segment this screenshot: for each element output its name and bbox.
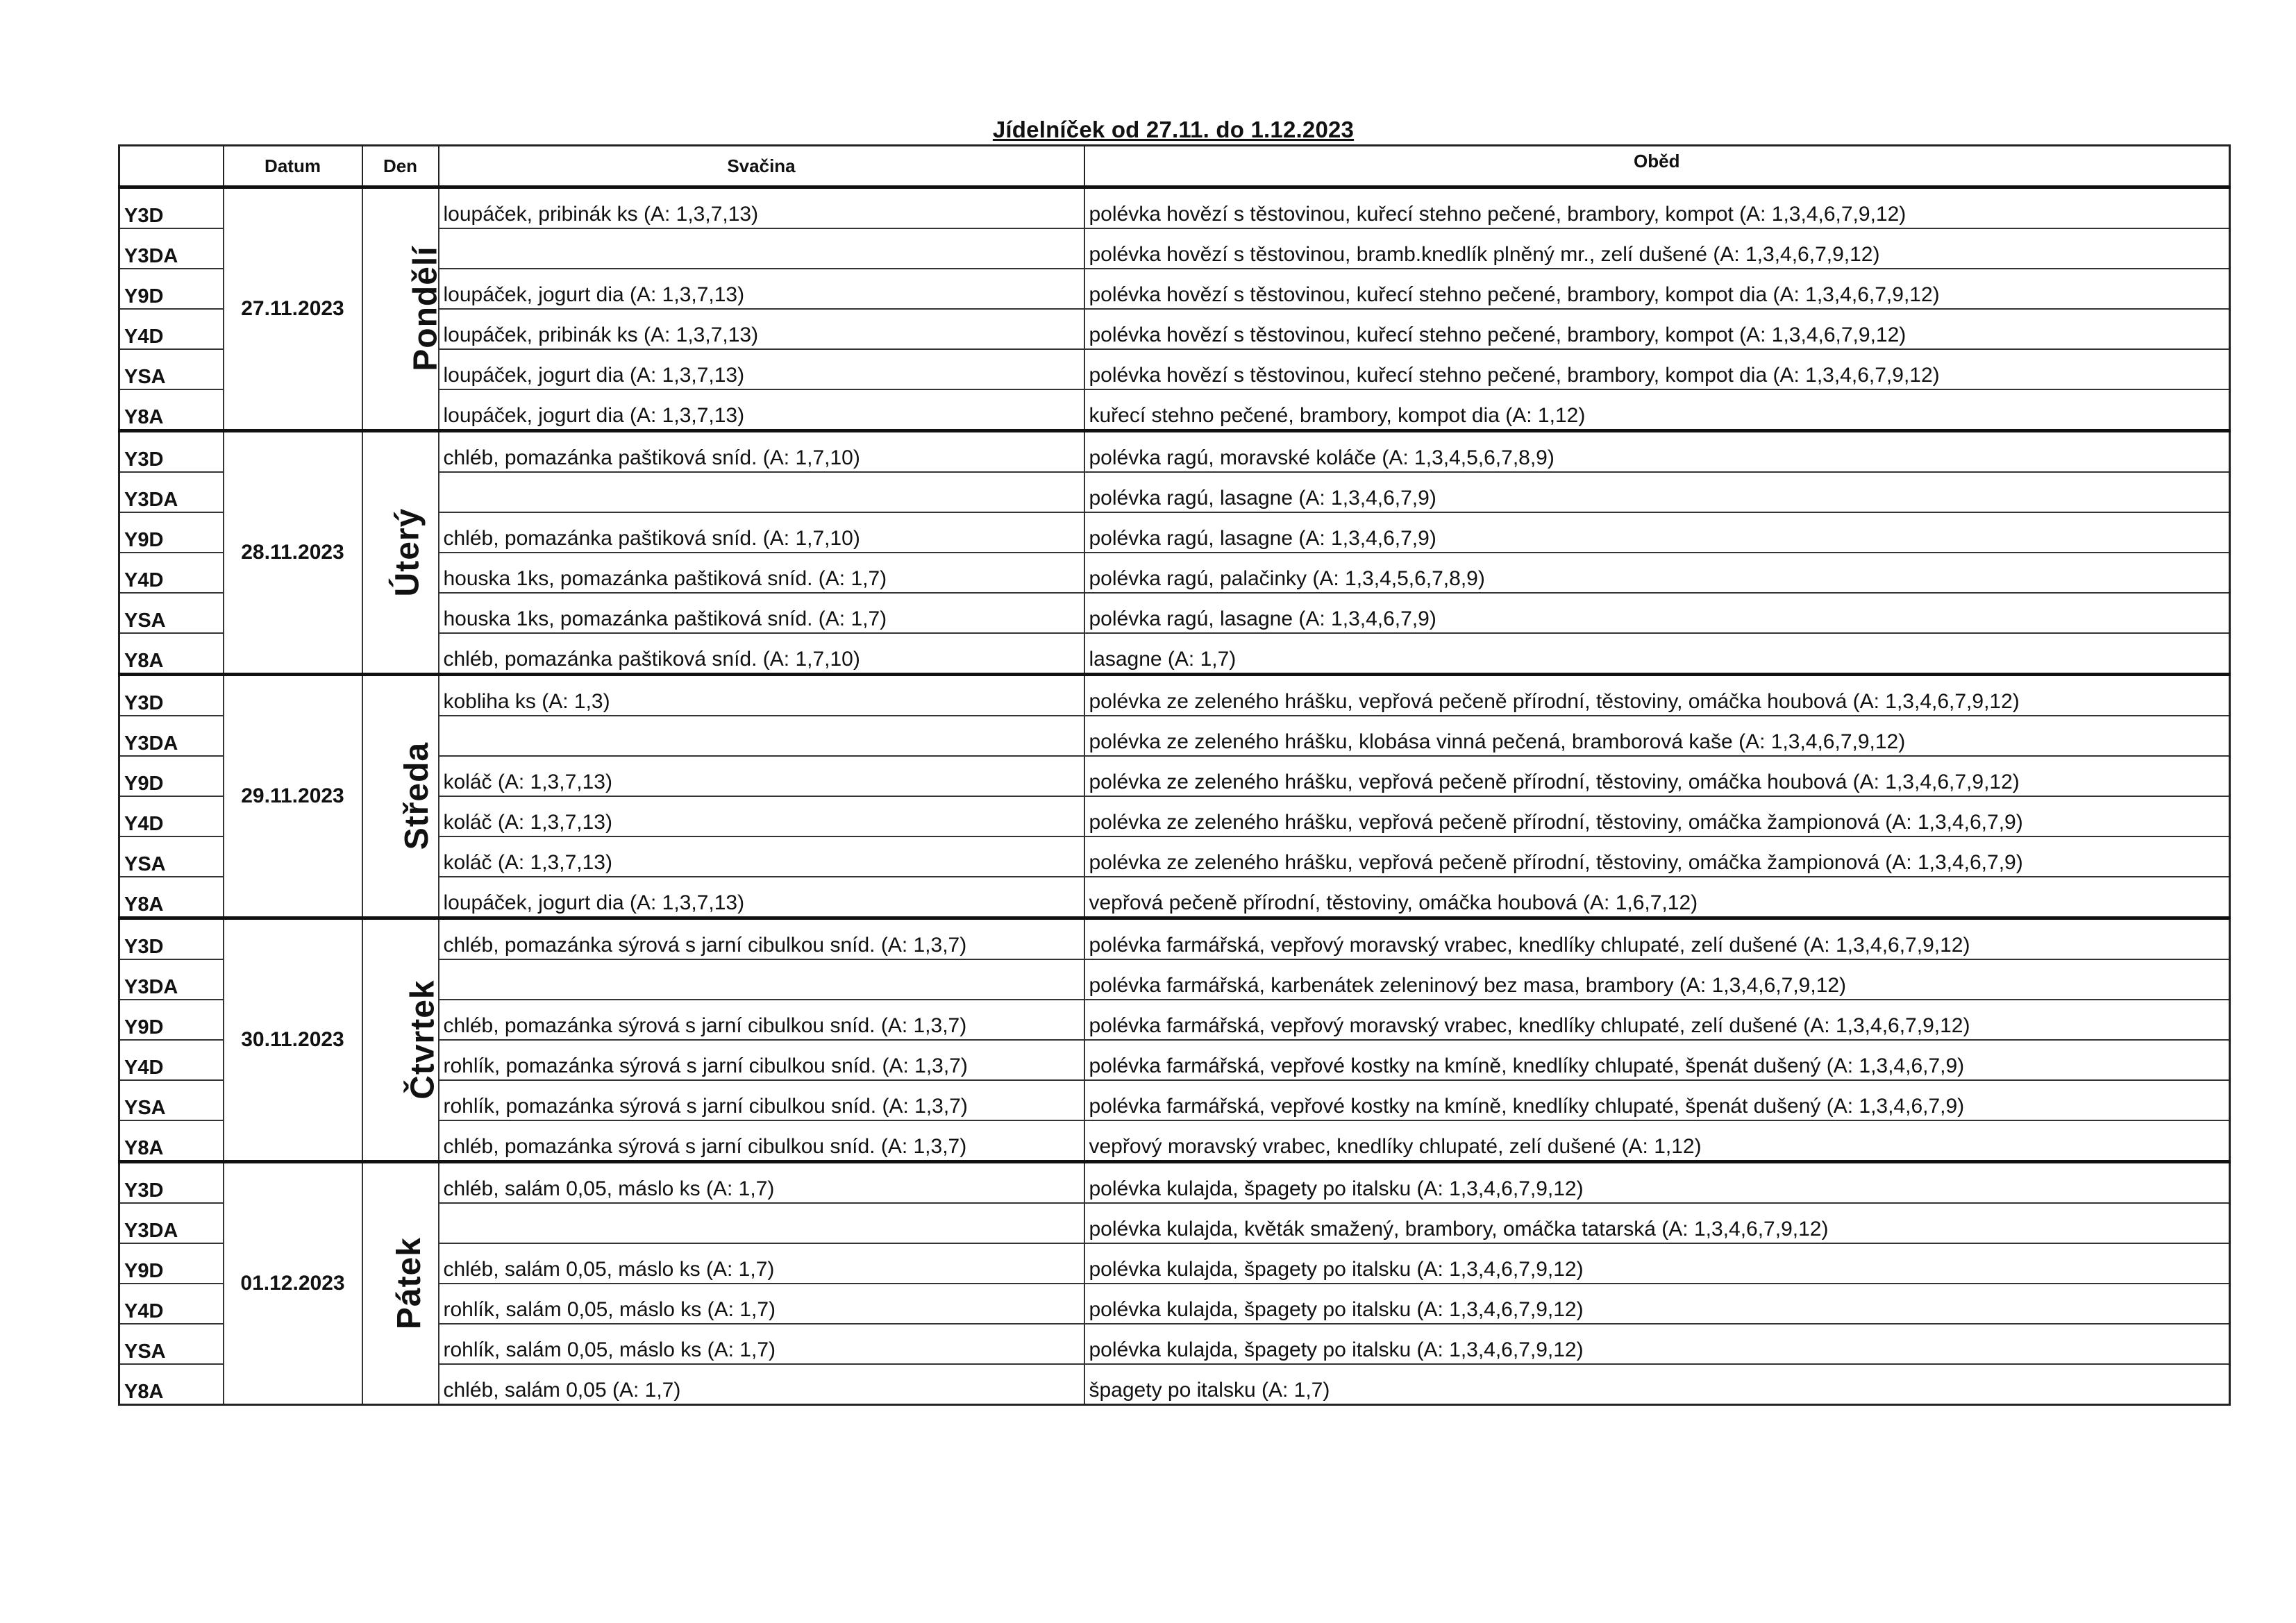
menu-table: [118, 144, 2231, 1406]
lunch-cell: polévka hovězí s těstovinou, kuřecí stehno pečené, brambory, kompot dia (A: 1,3,4,6,7,9,12): [1084, 349, 2230, 389]
lunch-cell: polévka ragú, lasagne (A: 1,3,4,6,7,9): [1084, 512, 2230, 553]
class-cell: Y3DA: [119, 1203, 224, 1243]
class-cell: Y3DA: [119, 716, 224, 756]
snack-cell: rohlík, pomazánka sýrová s jarní cibulkou sníd. (A: 1,3,7): [439, 1040, 1084, 1080]
snack-cell: loupáček, jogurt dia (A: 1,3,7,13): [439, 269, 1084, 309]
class-cell: Y3D: [119, 431, 224, 473]
day-cell: [362, 187, 444, 431]
snack-cell: loupáček, pribinák ks (A: 1,3,7,13): [439, 309, 1084, 349]
header-date: Datum: [224, 146, 362, 187]
snack-cell: chléb, pomazánka paštiková sníd. (A: 1,7,10): [439, 431, 1084, 473]
header-row: [119, 146, 2230, 187]
snack-cell: chléb, salám 0,05, máslo ks (A: 1,7): [439, 1162, 1084, 1204]
header-snack: Svačina: [439, 146, 1084, 187]
lunch-cell: špagety po italsku (A: 1,7): [1084, 1364, 2230, 1405]
snack-cell: [439, 228, 1084, 269]
class-cell: Y3D: [119, 675, 224, 716]
snack-cell: chléb, salám 0,05 (A: 1,7): [439, 1364, 1084, 1405]
lunch-cell: polévka hovězí s těstovinou, kuřecí stehno pečené, brambory, kompot (A: 1,3,4,6,7,9,12): [1084, 187, 2230, 229]
table-body: [119, 187, 2230, 1405]
class-cell: Y4D: [119, 1040, 224, 1080]
header-class: [119, 146, 224, 187]
snack-cell: chléb, pomazánka paštiková sníd. (A: 1,7,10): [439, 512, 1084, 553]
day-label: Pondělí: [407, 246, 444, 372]
snack-cell: loupáček, jogurt dia (A: 1,3,7,13): [439, 877, 1084, 918]
class-cell: Y8A: [119, 633, 224, 675]
table-row: [119, 675, 2230, 716]
lunch-cell: polévka farmářská, vepřový moravský vrabec, knedlíky chlupaté, zelí dušené (A: 1,3,4,6,7,9,12): [1084, 1000, 2230, 1040]
date-cell: 28.11.2023: [224, 431, 362, 675]
snack-cell: [439, 716, 1084, 756]
lunch-cell: polévka ragú, lasagne (A: 1,3,4,6,7,9): [1084, 472, 2230, 512]
lunch-cell: polévka kulajda, špagety po italsku (A: 1,3,4,6,7,9,12): [1084, 1162, 2230, 1204]
class-cell: Y4D: [119, 1284, 224, 1324]
lunch-cell: polévka ragú, moravské koláče (A: 1,3,4,5,6,7,8,9): [1084, 431, 2230, 473]
lunch-cell: polévka hovězí s těstovinou, bramb.knedlík plněný mr., zelí dušené (A: 1,3,4,6,7,9,12): [1084, 228, 2230, 269]
day-cell: [362, 918, 442, 1162]
snack-cell: loupáček, jogurt dia (A: 1,3,7,13): [439, 349, 1084, 389]
lunch-cell: polévka ze zeleného hrášku, vepřová pečeně přírodní, těstoviny, omáčka houbová (A: 1,3,4,6,7,9,12): [1084, 756, 2230, 796]
snack-cell: chléb, pomazánka sýrová s jarní cibulkou sníd. (A: 1,3,7): [439, 1120, 1084, 1162]
class-cell: Y3DA: [119, 959, 224, 1000]
snack-cell: chléb, pomazánka sýrová s jarní cibulkou sníd. (A: 1,3,7): [439, 1000, 1084, 1040]
snack-cell: chléb, pomazánka sýrová s jarní cibulkou sníd. (A: 1,3,7): [439, 918, 1084, 960]
snack-cell: [439, 1203, 1084, 1243]
snack-cell: rohlík, pomazánka sýrová s jarní cibulkou sníd. (A: 1,3,7): [439, 1080, 1084, 1120]
lunch-cell: polévka kulajda, špagety po italsku (A: 1,3,4,6,7,9,12): [1084, 1324, 2230, 1364]
snack-cell: houska 1ks, pomazánka paštiková sníd. (A: 1,7): [439, 593, 1084, 633]
date-cell: 30.11.2023: [224, 918, 362, 1162]
snack-cell: houska 1ks, pomazánka paštiková sníd. (A: 1,7): [439, 553, 1084, 593]
date-cell: 01.12.2023: [224, 1162, 362, 1405]
day-label: Čtvrtek: [404, 979, 442, 1100]
snack-cell: [439, 959, 1084, 1000]
lunch-cell: polévka kulajda, květák smažený, brambory, omáčka tatarská (A: 1,3,4,6,7,9,12): [1084, 1203, 2230, 1243]
class-cell: Y4D: [119, 309, 224, 349]
date-cell: 29.11.2023: [224, 675, 362, 918]
class-cell: Y9D: [119, 269, 224, 309]
header-day: Den: [362, 146, 439, 187]
class-cell: Y9D: [119, 512, 224, 553]
lunch-cell: polévka hovězí s těstovinou, kuřecí stehno pečené, brambory, kompot dia (A: 1,3,4,6,7,9,12): [1084, 269, 2230, 309]
snack-cell: koláč (A: 1,3,7,13): [439, 836, 1084, 877]
class-cell: Y3DA: [119, 228, 224, 269]
lunch-cell: vepřový moravský vrabec, knedlíky chlupaté, zelí dušené (A: 1,12): [1084, 1120, 2230, 1162]
snack-cell: kobliha ks (A: 1,3): [439, 675, 1084, 716]
class-cell: Y8A: [119, 1120, 224, 1162]
lunch-cell: polévka ze zeleného hrášku, klobása vinná pečená, bramborová kaše (A: 1,3,4,6,7,9,12): [1084, 716, 2230, 756]
page-title: Jídelníček od 27.11. do 1.12.2023: [992, 117, 1355, 142]
lunch-cell: polévka farmářská, vepřové kostky na kmíně, knedlíky chlupaté, špenát dušený (A: 1,3,4,6,7,9): [1084, 1080, 2230, 1120]
day-cell: [362, 675, 439, 918]
snack-cell: [439, 472, 1084, 512]
class-cell: Y9D: [119, 1243, 224, 1284]
class-cell: Y4D: [119, 553, 224, 593]
day-cell: [362, 1162, 439, 1405]
lunch-cell: polévka ragú, lasagne (A: 1,3,4,6,7,9): [1084, 593, 2230, 633]
class-cell: YSA: [119, 593, 224, 633]
lunch-cell: polévka ze zeleného hrášku, vepřová pečeně přírodní, těstoviny, omáčka žampionová (A: 1,3,4,6,7,9): [1084, 796, 2230, 836]
class-cell: Y9D: [119, 756, 224, 796]
lunch-cell: polévka farmářská, vepřové kostky na kmíně, knedlíky chlupaté, špenát dušený (A: 1,3,4,6,7,9): [1084, 1040, 2230, 1080]
class-cell: Y3D: [119, 187, 224, 229]
lunch-cell: polévka ragú, palačinky (A: 1,3,4,5,6,7,8,9): [1084, 553, 2230, 593]
class-cell: YSA: [119, 836, 224, 877]
snack-cell: rohlík, salám 0,05, máslo ks (A: 1,7): [439, 1324, 1084, 1364]
lunch-cell: polévka ze zeleného hrášku, vepřová pečeně přírodní, těstoviny, omáčka houbová (A: 1,3,4,6,7,9,12): [1084, 675, 2230, 716]
table-row: [119, 918, 2230, 960]
date-cell: 27.11.2023: [224, 187, 362, 431]
day-cell: [362, 431, 439, 675]
day-label: Úterý: [388, 508, 426, 597]
lunch-cell: polévka ze zeleného hrášku, vepřová pečeně přírodní, těstoviny, omáčka žampionová (A: 1,3,4,6,7,9): [1084, 836, 2230, 877]
class-cell: Y8A: [119, 389, 224, 431]
lunch-cell: polévka farmářská, vepřový moravský vrabec, knedlíky chlupaté, zelí dušené (A: 1,3,4,6,7,9,12): [1084, 918, 2230, 960]
day-label: Pátek: [390, 1237, 428, 1330]
snack-cell: chléb, salám 0,05, máslo ks (A: 1,7): [439, 1243, 1084, 1284]
class-cell: YSA: [119, 349, 224, 389]
snack-cell: chléb, pomazánka paštiková sníd. (A: 1,7,10): [439, 633, 1084, 675]
class-cell: Y4D: [119, 796, 224, 836]
table-row: [119, 1162, 2230, 1204]
class-cell: Y9D: [119, 1000, 224, 1040]
day-label: Středa: [398, 742, 435, 850]
lunch-cell: lasagne (A: 1,7): [1084, 633, 2230, 675]
lunch-cell: polévka kulajda, špagety po italsku (A: 1,3,4,6,7,9,12): [1084, 1284, 2230, 1324]
lunch-cell: polévka kulajda, špagety po italsku (A: 1,3,4,6,7,9,12): [1084, 1243, 2230, 1284]
lunch-cell: polévka farmářská, karbenátek zeleninový bez masa, brambory (A: 1,3,4,6,7,9,12): [1084, 959, 2230, 1000]
snack-cell: koláč (A: 1,3,7,13): [439, 796, 1084, 836]
snack-cell: koláč (A: 1,3,7,13): [439, 756, 1084, 796]
class-cell: Y3D: [119, 1162, 224, 1204]
class-cell: Y8A: [119, 877, 224, 918]
class-cell: YSA: [119, 1324, 224, 1364]
header-lunch: Oběd: [1084, 146, 2230, 187]
snack-cell: rohlík, salám 0,05, máslo ks (A: 1,7): [439, 1284, 1084, 1324]
class-cell: Y8A: [119, 1364, 224, 1405]
class-cell: Y3D: [119, 918, 224, 960]
lunch-cell: vepřová pečeně přírodní, těstoviny, omáčka houbová (A: 1,6,7,12): [1084, 877, 2230, 918]
table-header: [119, 146, 2230, 187]
snack-cell: loupáček, pribinák ks (A: 1,3,7,13): [439, 187, 1084, 229]
class-cell: YSA: [119, 1080, 224, 1120]
table-row: [119, 431, 2230, 473]
lunch-cell: polévka hovězí s těstovinou, kuřecí stehno pečené, brambory, kompot (A: 1,3,4,6,7,9,12): [1084, 309, 2230, 349]
class-cell: Y3DA: [119, 472, 224, 512]
lunch-cell: kuřecí stehno pečené, brambory, kompot dia (A: 1,12): [1084, 389, 2230, 431]
snack-cell: loupáček, jogurt dia (A: 1,3,7,13): [439, 389, 1084, 431]
table-row: [119, 187, 2230, 229]
